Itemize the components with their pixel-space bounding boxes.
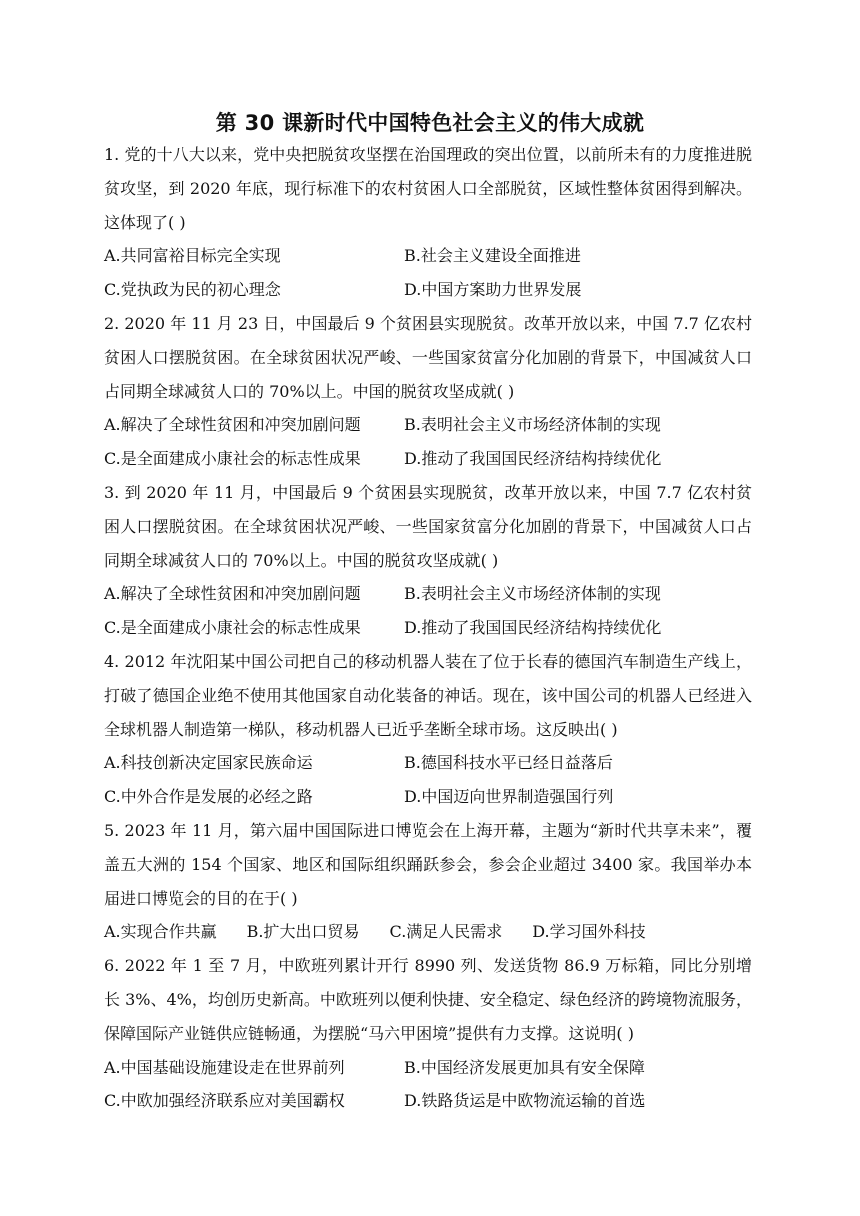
option-row — [104, 915, 752, 949]
option-row — [104, 577, 752, 611]
option-row — [104, 746, 752, 780]
option-c: C.是全面建成小康社会的标志性成果 — [104, 618, 361, 638]
option-d: D.中国迈向世界制造强国行列 — [404, 787, 614, 807]
option-d: D.学习国外科技 — [532, 922, 646, 942]
question-2 — [104, 307, 752, 476]
question-4 — [104, 645, 752, 814]
question-stem: 6. 2022 年 1 至 7 月，中欧班列累计开行 8990 列、发送货物 86.9 万标箱，同比分别增长 3%、4%，均创历史新高。中欧班列以便利快捷、安全稳定、绿色经济的跨境物流服务，保障国际产业链供应链畅通，为摆脱“马六甲困境”提供有力支撑。这说明( ) — [104, 956, 752, 1043]
question-stem: 4. 2012 年沈阳某中国公司把自己的移动机器人装在了位于长春的德国汽车制造生产线上，打破了德国企业绝不使用其他国家自动化装备的神话。现在，该中国公司的机器人已经进入全球机器人制造第一梯队，移动机器人已近乎垄断全球市场。这反映出( ) — [104, 651, 752, 739]
option-row — [104, 273, 752, 307]
option-a: A.共同富裕目标完全实现 — [104, 246, 281, 266]
option-a: A.中国基础设施建设走在世界前列 — [104, 1057, 345, 1077]
option-d: D.中国方案助力世界发展 — [404, 280, 582, 300]
question-stem: 2. 2020 年 11 月 23 日，中国最后 9 个贫困县实现脱贫。改革开放以来，中国 7.7 亿农村贫困人口摆脱贫困。在全球贫困状况严峻、一些国家贫富分化加剧的背景下，中国减贫人口占同期全球减贫人口的 70%以上。中国的脱贫攻坚成就( ) — [104, 313, 752, 401]
option-row — [104, 408, 752, 442]
question-6 — [104, 949, 752, 1118]
option-c: C.党执政为民的初心理念 — [104, 280, 281, 300]
option-row — [104, 780, 752, 814]
question-stem: 1. 党的十八大以来，党中央把脱贫攻坚摆在治国理政的突出位置，以前所未有的力度推进脱贫攻坚，到 2020 年底，现行标准下的农村贫困人口全部脱贫，区域性整体贫困得到解决。这体现了( ) — [104, 145, 752, 232]
option-a: A.解决了全球性贫困和冲突加剧问题 — [104, 415, 361, 435]
option-d: D.推动了我国国民经济结构持续优化 — [404, 449, 662, 469]
option-b: B.社会主义建设全面推进 — [404, 246, 581, 266]
option-b: B.表明社会主义市场经济体制的实现 — [404, 415, 661, 435]
option-b: B.中国经济发展更加具有安全保障 — [404, 1057, 645, 1077]
question-5 — [104, 814, 752, 949]
option-c: C.中外合作是发展的必经之路 — [104, 787, 313, 807]
option-c: C.中欧加强经济联系应对美国霸权 — [104, 1091, 345, 1111]
option-a: A.科技创新决定国家民族命运 — [104, 753, 313, 773]
option-row — [104, 442, 752, 476]
question-1 — [104, 138, 752, 307]
question-list — [104, 138, 752, 1118]
option-d: D.铁路货运是中欧物流运输的首选 — [404, 1091, 646, 1111]
option-a: A.解决了全球性贫困和冲突加剧问题 — [104, 584, 361, 604]
option-b: B.德国科技水平已经日益落后 — [404, 753, 613, 773]
option-b: B.表明社会主义市场经济体制的实现 — [404, 584, 661, 604]
question-stem: 3. 到 2020 年 11 月，中国最后 9 个贫困县实现脱贫，改革开放以来，中国 7.7 亿农村贫困人口摆脱贫困。在全球贫困状况严峻、一些国家贫富分化加剧的背景下，中国减贫人口占同期全球减贫人口的 70%以上。中国的脱贫攻坚成就( ) — [104, 482, 752, 570]
option-row — [104, 611, 752, 645]
option-row — [104, 1084, 752, 1118]
option-c: C.是全面建成小康社会的标志性成果 — [104, 449, 361, 469]
option-row — [104, 1051, 752, 1085]
question-3 — [104, 476, 752, 645]
option-row — [104, 239, 752, 273]
option-c: C.满足人民需求 — [389, 922, 503, 942]
question-stem: 5. 2023 年 11 月，第六届中国国际进口博览会在上海开幕，主题为“新时代共享未来”，覆盖五大洲的 154 个国家、地区和国际组织踊跃参会，参会企业超过 3400 家。我国举办本届进口博览会的目的在于( ) — [104, 820, 752, 908]
option-d: D.推动了我国国民经济结构持续优化 — [404, 618, 662, 638]
option-b: B.扩大出口贸易 — [246, 922, 360, 942]
page-title: 第 30 课新时代中国特色社会主义的伟大成就 — [215, 111, 645, 135]
option-a: A.实现合作共赢 — [104, 922, 217, 942]
